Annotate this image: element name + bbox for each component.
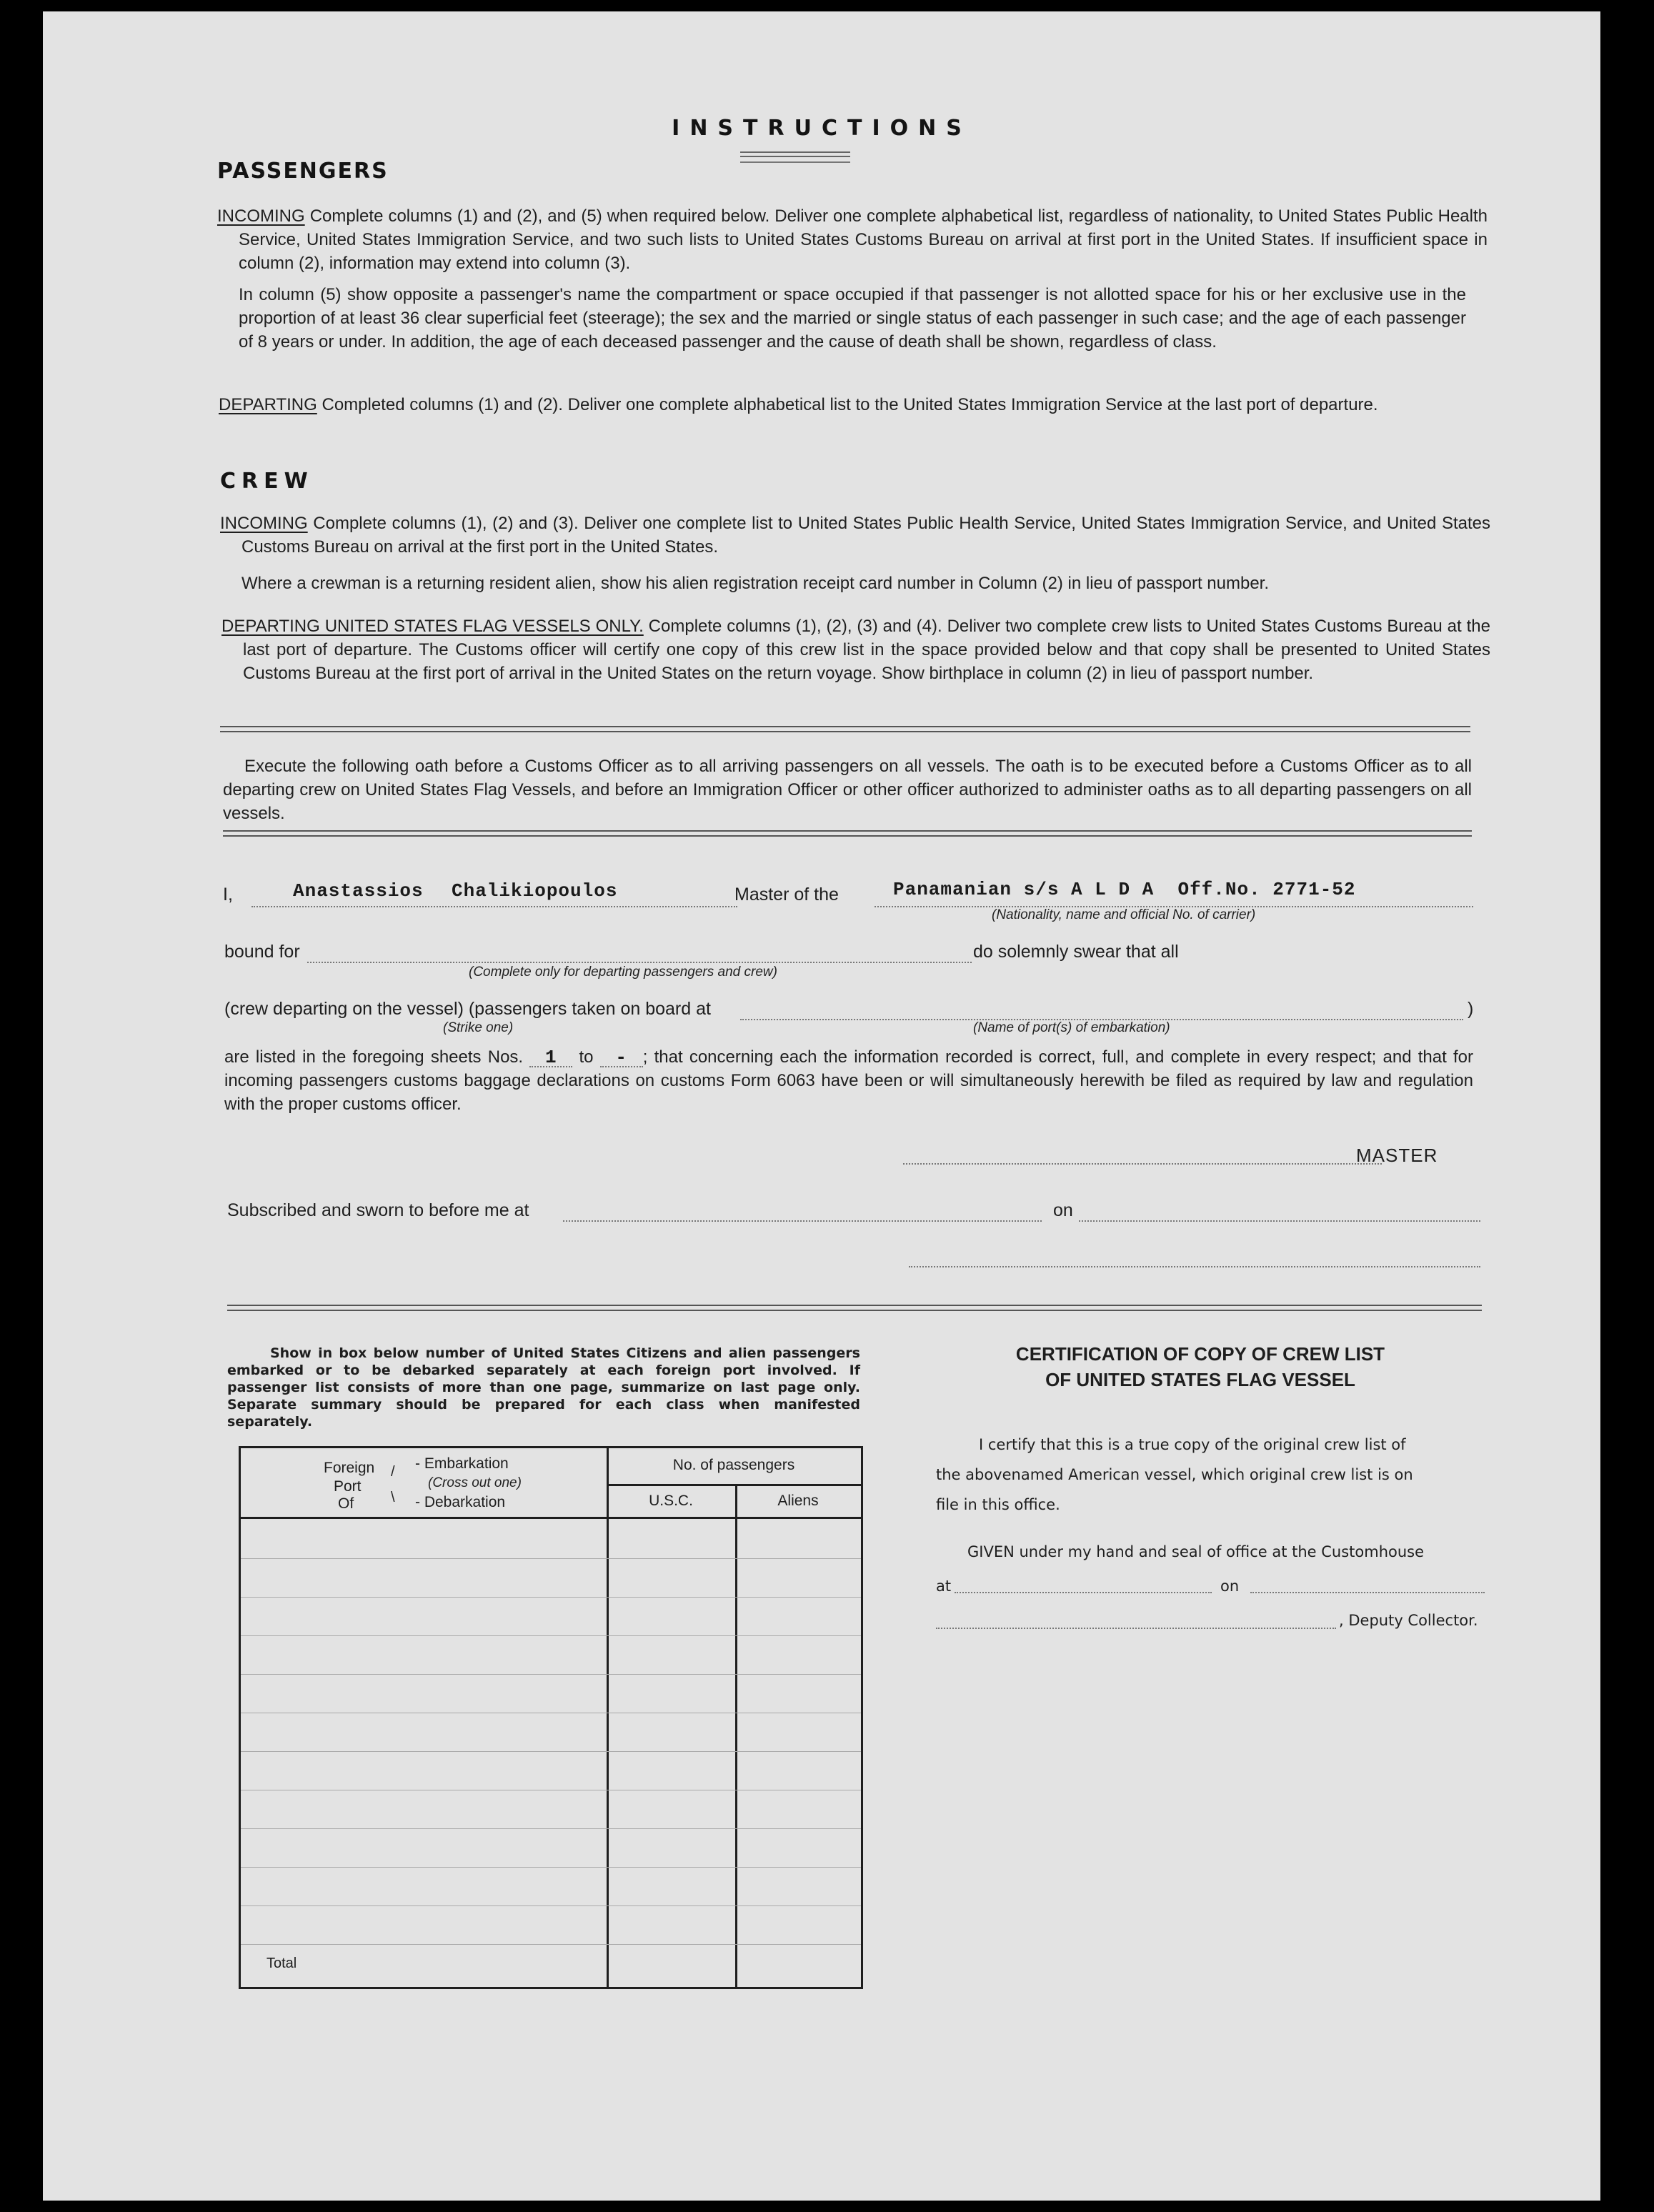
sheet-from[interactable]: 1 (529, 1049, 572, 1067)
sheet-to[interactable]: - (600, 1049, 643, 1067)
bound-caption: (Complete only for departing passengers and crew) (469, 965, 777, 980)
strike-one: (Strike one) (443, 1020, 514, 1035)
cert-line-1: I certify that this is a true copy of the original crew list of (979, 1436, 1406, 1453)
crew-incoming (220, 512, 1490, 559)
master-first-name[interactable]: Anastassios (293, 880, 424, 902)
master-of-the-label: Master of the (734, 885, 839, 905)
table-row[interactable] (241, 1635, 861, 1636)
passengers-incoming (217, 204, 1488, 275)
bound-for-line[interactable] (307, 962, 972, 963)
cert-title-1: CERTIFICATION OF COPY OF CREW LIST (1015, 1343, 1385, 1365)
cert-on-line[interactable] (1250, 1592, 1485, 1593)
total-label: Total (266, 1956, 297, 1971)
cert-title-2: OF UNITED STATES FLAG VESSEL (1045, 1369, 1355, 1390)
crew-heading: CREW (220, 469, 314, 494)
to-label: to (579, 1047, 594, 1067)
passengers-heading: PASSENGERS (217, 159, 389, 184)
vessel-name[interactable]: Panamanian s/s A L D A Off.No. 2771-52 (893, 879, 1356, 900)
listed-a: are listed in the foregoing sheets Nos. (224, 1047, 524, 1067)
cert-deputy: , Deputy Collector. (1339, 1612, 1478, 1629)
table-subheader-rule (607, 1484, 861, 1486)
crew-incoming-label: INCOMING (220, 514, 308, 533)
port-caption: (Name of port(s) of embarkation) (973, 1020, 1170, 1035)
oath-listed (224, 1045, 1473, 1116)
table-row[interactable] (241, 1867, 861, 1868)
col-usc: U.S.C. (649, 1493, 693, 1509)
cert-at-label: at (936, 1578, 952, 1595)
crew-departing (221, 614, 1490, 685)
table-row[interactable] (241, 1674, 861, 1675)
table-header-rule (241, 1517, 861, 1519)
deputy-signature-line[interactable] (936, 1628, 1336, 1629)
table-row[interactable] (241, 1751, 861, 1752)
title-underline-2 (740, 161, 850, 163)
vessel-caption: (Nationality, name and official No. of carrier) (992, 907, 1256, 922)
form-sheet (43, 11, 1600, 2201)
table-row[interactable] (241, 1597, 861, 1598)
crew-incoming-2: Where a crewman is a returning resident alien, show his alien registration receipt card number in Column (2) in lieu of passport number. (241, 574, 1270, 593)
table-col-rule-2 (735, 1484, 737, 1987)
passengers-departing-label: DEPARTING (219, 395, 317, 414)
col-embark: - Embarkation (415, 1455, 509, 1472)
divider-3 (227, 1305, 1482, 1311)
subscribed-on-line[interactable] (1079, 1220, 1480, 1222)
divider-1 (220, 726, 1470, 732)
cert-line-2: the abovenamed American vessel, which original crew list is on (936, 1466, 1413, 1483)
cert-line-3: file in this office. (936, 1496, 1060, 1513)
bracket-bottom: \ (391, 1490, 395, 1505)
summary-text: Show in box below number of United States Citizens and alien passengers embarked or to be debarked separately at each foreign port involved. If passenger list consists of more than one page, summarize on last page only. Separate summary should be prepared for each class when manifested separately. (227, 1345, 860, 1430)
table-row[interactable] (241, 1944, 861, 1945)
instructions-title: INSTRUCTIONS (672, 116, 972, 141)
title-underline (740, 151, 850, 157)
summary-table (239, 1446, 863, 1989)
crew-departing-label: (crew departing on the vessel) (passengers taken on board at (224, 999, 711, 1019)
bracket-top: / (391, 1464, 395, 1480)
passengers-departing-text: Completed columns (1) and (2). Deliver one complete alphabetical list to the United States Immigration Service at the last port of departure. (322, 395, 1378, 414)
bound-for-label: bound for (224, 942, 300, 962)
table-row[interactable] (241, 1828, 861, 1829)
col-port: Port (334, 1478, 362, 1495)
swear-label: do solemnly swear that all (973, 942, 1179, 962)
col-no-passengers: No. of passengers (672, 1457, 795, 1473)
passengers-departing (219, 393, 1488, 417)
divider-2 (223, 830, 1472, 837)
subscribed-on-label: on (1053, 1200, 1073, 1220)
crew-departing-text: Complete columns (1), (2), (3) and (4). Deliver two complete crew lists to United States Customs Bureau at the last port of departure. The Customs officer will certify one copy of this crew list in the space provided below and that copy shall be presented to United States Customs Bureau at the first port of arrival in the United States on the return voyage. Show birthplace in column (2) in lieu of passport number. (243, 617, 1490, 683)
cert-on-label: on (1220, 1578, 1240, 1595)
passengers-incoming-text: Complete columns (1) and (2), and (5) when required below. Deliver one complete alphabetical list, regardless of nationality, to United States Public Health Service, United States Immigration Service, and two such lists to United States Customs Bureau on arrival at first port in the United States. If insufficient space in column (2), information may extend into column (3). (239, 206, 1488, 273)
col-of: Of (338, 1495, 354, 1512)
master-last-name[interactable]: Chalikiopoulos (452, 880, 618, 902)
passengers-incoming-label: INCOMING (217, 206, 305, 226)
cert-at-line[interactable] (955, 1592, 1212, 1593)
master-signature-line[interactable] (903, 1163, 1382, 1165)
crew-incoming-text: Complete columns (1), (2) and (3). Deliver one complete list to United States Public Health Service, United States Immigration Service, and United States Customs Bureau on arrival at the first port in the United States. (241, 514, 1490, 557)
col-foreign: Foreign (324, 1460, 375, 1476)
close-paren: ) (1468, 999, 1474, 1019)
crew-departing-label: DEPARTING UNITED STATES FLAG VESSELS ONLY. (221, 617, 644, 636)
subscribed-label: Subscribed and sworn to before me at (227, 1200, 529, 1220)
listed-b: ; that concerning each the information recorded is correct, full, and complete in every respect; and that for incoming passengers customs baggage declarations on customs Form 6063 have been or will simultaneously herewith be filed as required by law and regulation with the proper customs officer. (224, 1047, 1473, 1114)
col-aliens: Aliens (777, 1493, 819, 1509)
oath-intro: Execute the following oath before a Customs Officer as to all arriving passengers on all vessels. The oath is to be executed before a Customs Officer as to all departing crew on United States Flag Vessels, and before an Immigration Officer or other officer authorized to administer oaths as to all departing passengers on all vessels. (223, 757, 1472, 823)
col-cross: (Cross out one) (428, 1475, 522, 1490)
passengers-incoming-2: In column (5) show opposite a passenger's name the compartment or space occupied if that passenger is not allotted space for his or her exclusive use in the proportion of at least 36 clear superficial feet (steerage); the sex and the married or single status of each passenger in such case; and the age of each passenger of 8 years or under. In addition, the age of each deceased passenger and the cause of death shall be shown, regardless of class. (239, 285, 1466, 352)
col-debark: - Debarkation (415, 1494, 506, 1510)
master-label: MASTER (1356, 1145, 1438, 1166)
table-row[interactable] (241, 1558, 861, 1559)
table-row[interactable] (241, 1905, 861, 1906)
oath-i-label: I, (223, 885, 233, 905)
cert-given: GIVEN under my hand and seal of office at the Customhouse (967, 1543, 1425, 1560)
subscribed-at-line[interactable] (563, 1220, 1042, 1222)
officer-signature-line[interactable] (909, 1266, 1480, 1267)
master-name-line (251, 906, 737, 907)
